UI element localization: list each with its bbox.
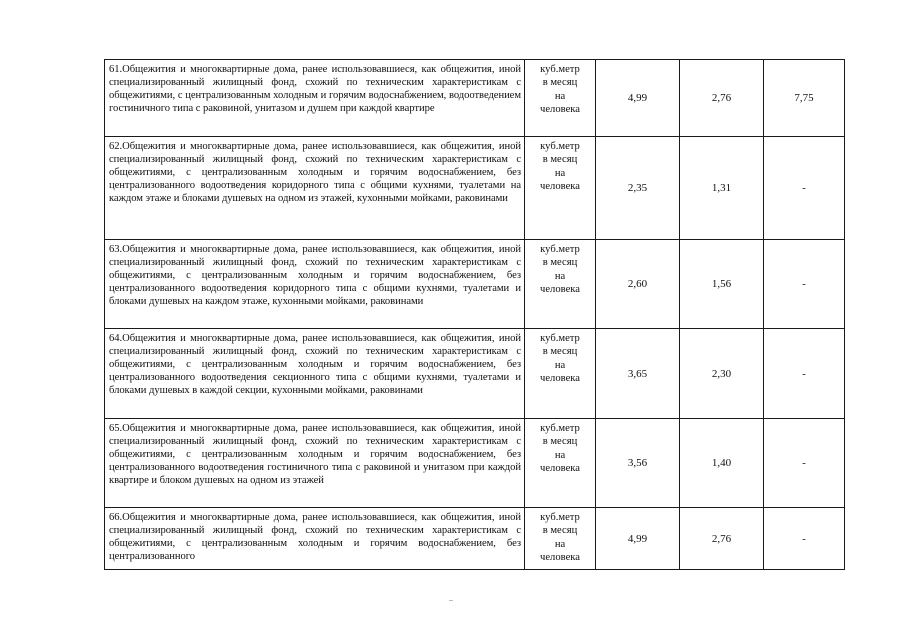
row-value-2: 1,31 bbox=[680, 137, 764, 240]
unit-line: на bbox=[554, 538, 566, 550]
row-value-2: 2,76 bbox=[680, 508, 764, 570]
unit-line: куб.метр bbox=[540, 512, 580, 523]
unit-line: куб.метр bbox=[540, 64, 580, 75]
row-description: 64.Общежития и многоквартирные дома, ранее использовавшиеся, как общежития, иной специализированный жилищный фонд, схожий по техническим характеристикам с общежитиями, с централизованным холодным и горячим водоснабжением, без централизованного водоотведения секционного типа с общими кухнями, туалетами и блоками душевых в каждой секции, кухонными мойками, раковинами bbox=[105, 329, 525, 419]
row-unit bbox=[525, 60, 596, 137]
row-description: 62.Общежития и многоквартирные дома, ранее использовавшиеся, как общежития, иной специализированный жилищный фонд, схожий по техническим характеристикам с общежитиями, с централизованным холодным и горячим водоснабжением, без централизованного водоотведения коридорного типа с общими кухнями, туалетами на каждом этаже и блоками душевых на одном из этажей, кухонными мойками, раковинами bbox=[105, 137, 525, 240]
row-value-2: 2,76 bbox=[680, 60, 764, 137]
unit-line: в месяц bbox=[542, 154, 578, 166]
unit-line: в месяц bbox=[542, 346, 578, 358]
table-row bbox=[105, 240, 845, 329]
row-value-1: 2,35 bbox=[596, 137, 680, 240]
row-value-1: 4,99 bbox=[596, 60, 680, 137]
row-value-3: - bbox=[764, 508, 845, 570]
unit-line: человека bbox=[540, 181, 580, 193]
row-value-3: - bbox=[764, 240, 845, 329]
row-description: 65.Общежития и многоквартирные дома, ранее использовавшиеся, как общежития, иной специализированный жилищный фонд, схожий по техническим характеристикам с общежитиями, с централизованным холодным и горячим водоснабжением, без централизованного водоотведения гостиничного типа с раковиной и унитазом при каждой квартире и блоком душевых на одном из этажей bbox=[105, 419, 525, 508]
unit-line: на bbox=[554, 90, 566, 102]
row-value-3: - bbox=[764, 137, 845, 240]
row-description: 66.Общежития и многоквартирные дома, ранее использовавшиеся, как общежития, иной специализированный жилищный фонд, схожий по техническим характеристикам с общежитиями, с централизованным холодным и горячим водоснабжением, без централизованного bbox=[105, 508, 525, 570]
table-row bbox=[105, 419, 845, 508]
table-row bbox=[105, 137, 845, 240]
row-unit bbox=[525, 508, 596, 570]
row-value-1: 2,60 bbox=[596, 240, 680, 329]
unit-line: в месяц bbox=[542, 436, 578, 448]
scan-speck bbox=[449, 600, 453, 601]
unit-line: куб.метр bbox=[540, 244, 580, 255]
unit-line: человека bbox=[540, 104, 580, 116]
unit-line: на bbox=[554, 359, 566, 371]
row-unit bbox=[525, 137, 596, 240]
row-value-1: 3,56 bbox=[596, 419, 680, 508]
row-value-1: 3,65 bbox=[596, 329, 680, 419]
unit-line: человека bbox=[540, 463, 580, 475]
row-description: 63.Общежития и многоквартирные дома, ранее использовавшиеся, как общежития, иной специализированный жилищный фонд, схожий по техническим характеристикам с общежитиями, с централизованным холодным и горячим водоснабжением, без централизованного водоотведения коридорного типа с общими кухнями, туалетами и блоками душевых на каждом этаже, кухонными мойками, раковинами bbox=[105, 240, 525, 329]
unit-line: на bbox=[554, 167, 566, 179]
row-unit bbox=[525, 240, 596, 329]
unit-line: на bbox=[554, 449, 566, 461]
table-row bbox=[105, 60, 845, 137]
unit-line: в месяц bbox=[542, 525, 578, 537]
unit-line: куб.метр bbox=[540, 333, 580, 344]
unit-line: на bbox=[554, 270, 566, 282]
row-value-3: - bbox=[764, 419, 845, 508]
table-row bbox=[105, 508, 845, 570]
unit-line: человека bbox=[540, 284, 580, 296]
consumption-norms-table bbox=[104, 59, 845, 570]
unit-line: в месяц bbox=[542, 257, 578, 269]
row-value-1: 4,99 bbox=[596, 508, 680, 570]
unit-line: в месяц bbox=[542, 77, 578, 89]
row-value-2: 1,56 bbox=[680, 240, 764, 329]
row-unit bbox=[525, 419, 596, 508]
row-unit bbox=[525, 329, 596, 419]
unit-line: человека bbox=[540, 373, 580, 385]
row-value-2: 2,30 bbox=[680, 329, 764, 419]
row-value-2: 1,40 bbox=[680, 419, 764, 508]
unit-line: человека bbox=[540, 552, 580, 564]
table-row bbox=[105, 329, 845, 419]
unit-line: куб.метр bbox=[540, 423, 580, 434]
row-value-3: - bbox=[764, 329, 845, 419]
unit-line: куб.метр bbox=[540, 141, 580, 152]
row-value-3: 7,75 bbox=[764, 60, 845, 137]
row-description: 61.Общежития и многоквартирные дома, ранее использовавшиеся, как общежития, иной специализированный жилищный фонд, схожий по техническим характеристикам с общежитиями, с централизованным холодным и горячим водоснабжением, водоотведением гостиничного типа с раковиной, унитазом и душем при каждой квартире bbox=[105, 60, 525, 137]
